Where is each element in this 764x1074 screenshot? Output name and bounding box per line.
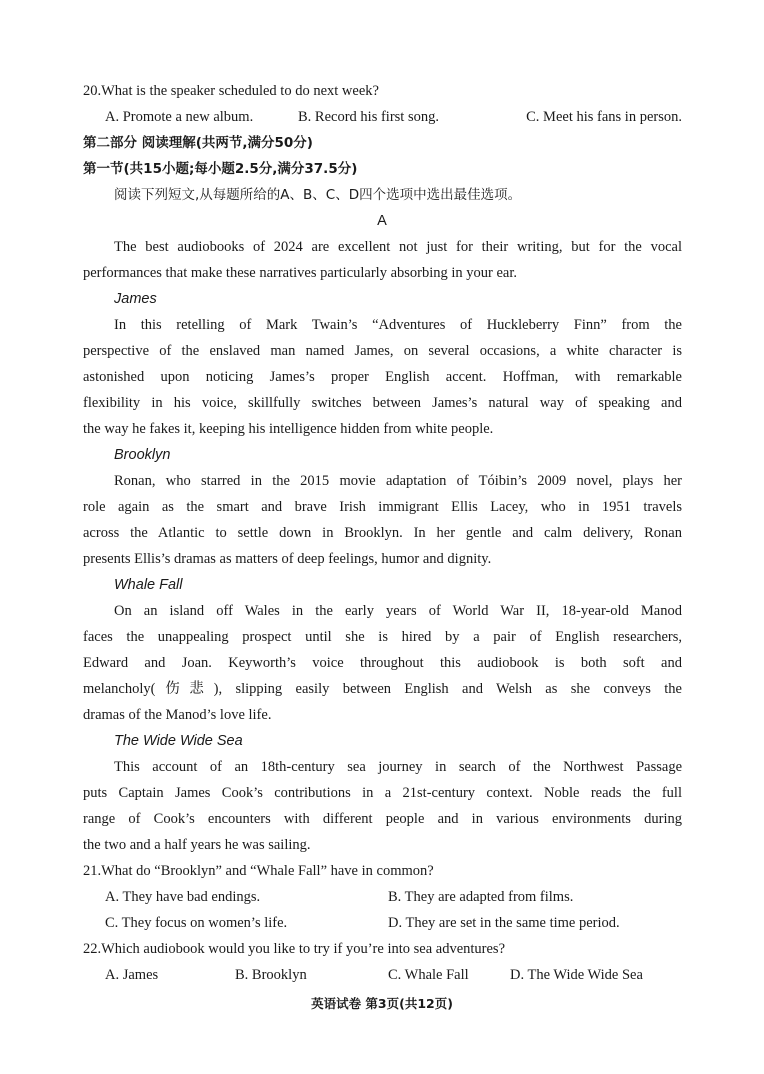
q21-option-a: A. They have bad endings.: [105, 889, 261, 905]
audiobook-title-wide-wide-sea: The Wide Wide Sea: [114, 733, 243, 749]
whale-line-4: melancholy(伤悲), slipping easily between English and Welsh as she conveys the: [83, 681, 682, 697]
q21-option-b: B. They are adapted from films.: [388, 889, 574, 905]
q21-option-d: D. They are set in the same time period.: [388, 915, 620, 931]
james-line-5: the way he fakes it, keeping his intelligence hidden from white people.: [83, 421, 494, 437]
intro-line-1: The best audiobooks of 2024 are excellent not just for their writing, but for the vocal: [114, 239, 682, 255]
james-line-1: In this retelling of Mark Twain’s “Adventures of Huckleberry Finn” from the: [114, 317, 682, 333]
q20-question: 20.What is the speaker scheduled to do next week?: [83, 83, 379, 99]
part2-heading: 第二部分 阅读理解(共两节,满分50分): [83, 135, 313, 151]
q22-question: 22.Which audiobook would you like to try if you’re into sea adventures?: [83, 941, 506, 957]
q22-option-d: D. The Wide Wide Sea: [510, 967, 643, 983]
audiobook-title-brooklyn: Brooklyn: [114, 447, 171, 463]
q20-option-b: B. Record his first song.: [298, 109, 439, 125]
instruction: 阅读下列短文,从每题所给的A、B、C、D四个选项中选出最佳选项。: [114, 187, 522, 203]
brooklyn-line-2: role again as the smart and brave Irish immigrant Ellis Lacey, who in 1951 travels: [83, 499, 682, 515]
passage-letter: A: [377, 213, 387, 229]
james-line-3: astonished upon noticing James’s proper English accent. Hoffman, with remarkable: [83, 369, 682, 385]
whale-line-3: Edward and Joan. Keyworth’s voice throughout this audiobook is both soft and: [83, 655, 682, 671]
sea-line-4: the two and a half years he was sailing.: [83, 837, 311, 853]
q22-option-b: B. Brooklyn: [235, 967, 307, 983]
brooklyn-line-3: across the Atlantic to settle down in Brooklyn. In her gentle and calm delivery, Ronan: [83, 525, 682, 541]
audiobook-title-whale-fall: Whale Fall: [114, 577, 183, 593]
q20-option-c: C. Meet his fans in person.: [526, 109, 682, 125]
sea-line-3: range of Cook’s encounters with different people and in various environments during: [83, 811, 682, 827]
section1-heading: 第一节(共15小题;每小题2.5分,满分37.5分): [83, 161, 358, 177]
intro-line-2: performances that make these narratives particularly absorbing in your ear.: [83, 265, 518, 281]
q22-option-a: A. James: [105, 967, 159, 983]
james-line-2: perspective of the enslaved man named James, on several occasions, a white character is: [83, 343, 682, 359]
whale-line-1: On an island off Wales in the early years of World War II, 18-year-old Manod: [114, 603, 682, 619]
q21-option-c: C. They focus on women’s life.: [105, 915, 288, 931]
whale-line-2: faces the unappealing prospect until she is hired by a pair of English researchers,: [83, 629, 682, 645]
q22-option-c: C. Whale Fall: [388, 967, 469, 983]
brooklyn-line-1: Ronan, who starred in the 2015 movie adaptation of Tóibin’s 2009 novel, plays her: [114, 473, 682, 489]
whale-line-5: dramas of the Manod’s love life.: [83, 707, 272, 723]
page-footer: 英语试卷 第3页(共12页): [311, 996, 453, 1011]
q20-option-a: A. Promote a new album.: [105, 109, 254, 125]
sea-line-1: This account of an 18th-century sea journey in search of the Northwest Passage: [114, 759, 682, 775]
james-line-4: flexibility in his voice, skillfully switches between James’s natural way of speaking and: [83, 395, 682, 411]
brooklyn-line-4: presents Ellis’s dramas as matters of deep feelings, humor and dignity.: [83, 551, 492, 567]
audiobook-title-james: James: [114, 291, 157, 307]
q21-question: 21.What do “Brooklyn” and “Whale Fall” have in common?: [83, 863, 434, 879]
sea-line-2: puts Captain James Cook’s contributions in a 21st-century context. Noble reads the full: [83, 785, 682, 801]
